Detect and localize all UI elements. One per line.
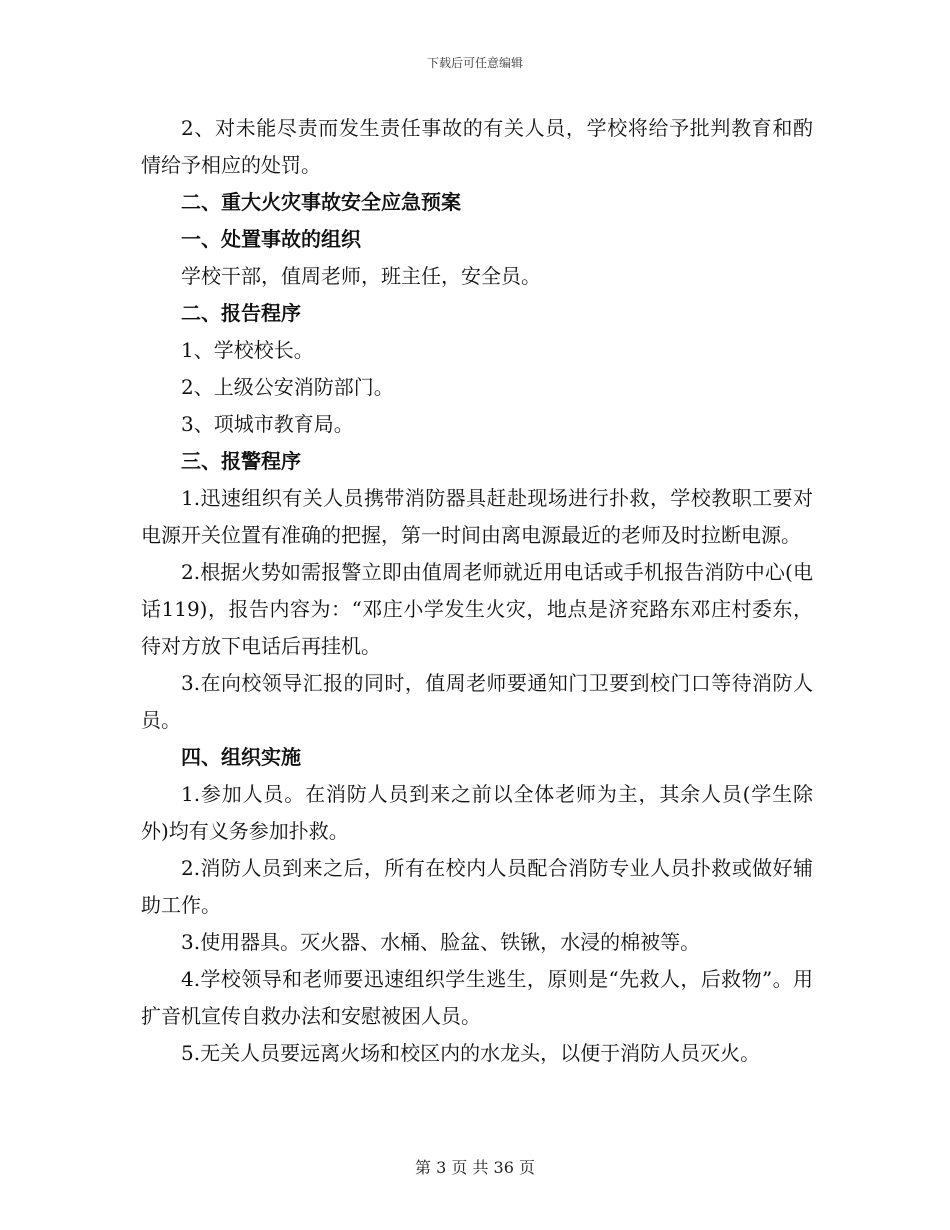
paragraph: 2、上级公安消防部门。 xyxy=(181,375,394,399)
page-footer: 第 3 页 共 36 页 xyxy=(415,1158,535,1177)
paragraph: 3、项城市教育局。 xyxy=(181,412,354,436)
paragraph: 1.参加人员。在消防人员到来之前以全体老师为主，其余人员(学生除外)均有义务参加扑救。 xyxy=(141,782,813,843)
paragraph: 3.使用器具。灭火器、水桶、脸盆、铁锹，水浸的棉被等。 xyxy=(181,930,701,954)
paragraph: 1.迅速组织有关人员携带消防器具赶赴现场进行扑救，学校教职工要对电源开关位置有准确的把握，第一时间由离电源最近的老师及时拉断电源。 xyxy=(141,486,813,547)
section-heading: 一、处置事故的组织 xyxy=(181,227,361,251)
page-header: 下载后可任意编辑 xyxy=(426,56,523,70)
section-heading: 四、组织实施 xyxy=(181,745,301,769)
paragraph: 4.学校领导和老师要迅速组织学生逃生，原则是“先救人，后救物”。用扩音机宣传自救办法和安慰被困人员。 xyxy=(141,967,813,1028)
section-heading: 三、报警程序 xyxy=(181,449,301,473)
section-heading: 二、报告程序 xyxy=(181,301,301,325)
paragraph: 2.消防人员到来之后，所有在校内人员配合消防专业人员扑救或做好辅助工作。 xyxy=(141,856,813,917)
paragraph: 2、对未能尽责而发生责任事故的有关人员，学校将给予批判教育和酌情给予相应的处罚。 xyxy=(141,116,813,177)
paragraph: 3.在向校领导汇报的同时，值周老师要通知门卫要到校门口等待消防人员。 xyxy=(141,671,813,732)
section-heading: 二、重大火灾事故安全应急预案 xyxy=(181,190,461,214)
paragraph: 1、学校校长。 xyxy=(181,338,314,362)
document-body xyxy=(141,110,813,1072)
paragraph: 5.无关人员要远离火场和校区内的水龙头，以便于消防人员灭火。 xyxy=(181,1041,761,1065)
paragraph: 2.根据火势如需报警立即由值周老师就近用电话或手机报告消防中心(电话119)，报告内容为：“邓庄小学发生火灾，地点是济兖路东邓庄村委东，待对方放下电话后再挂机。 xyxy=(141,560,813,658)
paragraph: 学校干部，值周老师，班主任，安全员。 xyxy=(181,264,541,288)
